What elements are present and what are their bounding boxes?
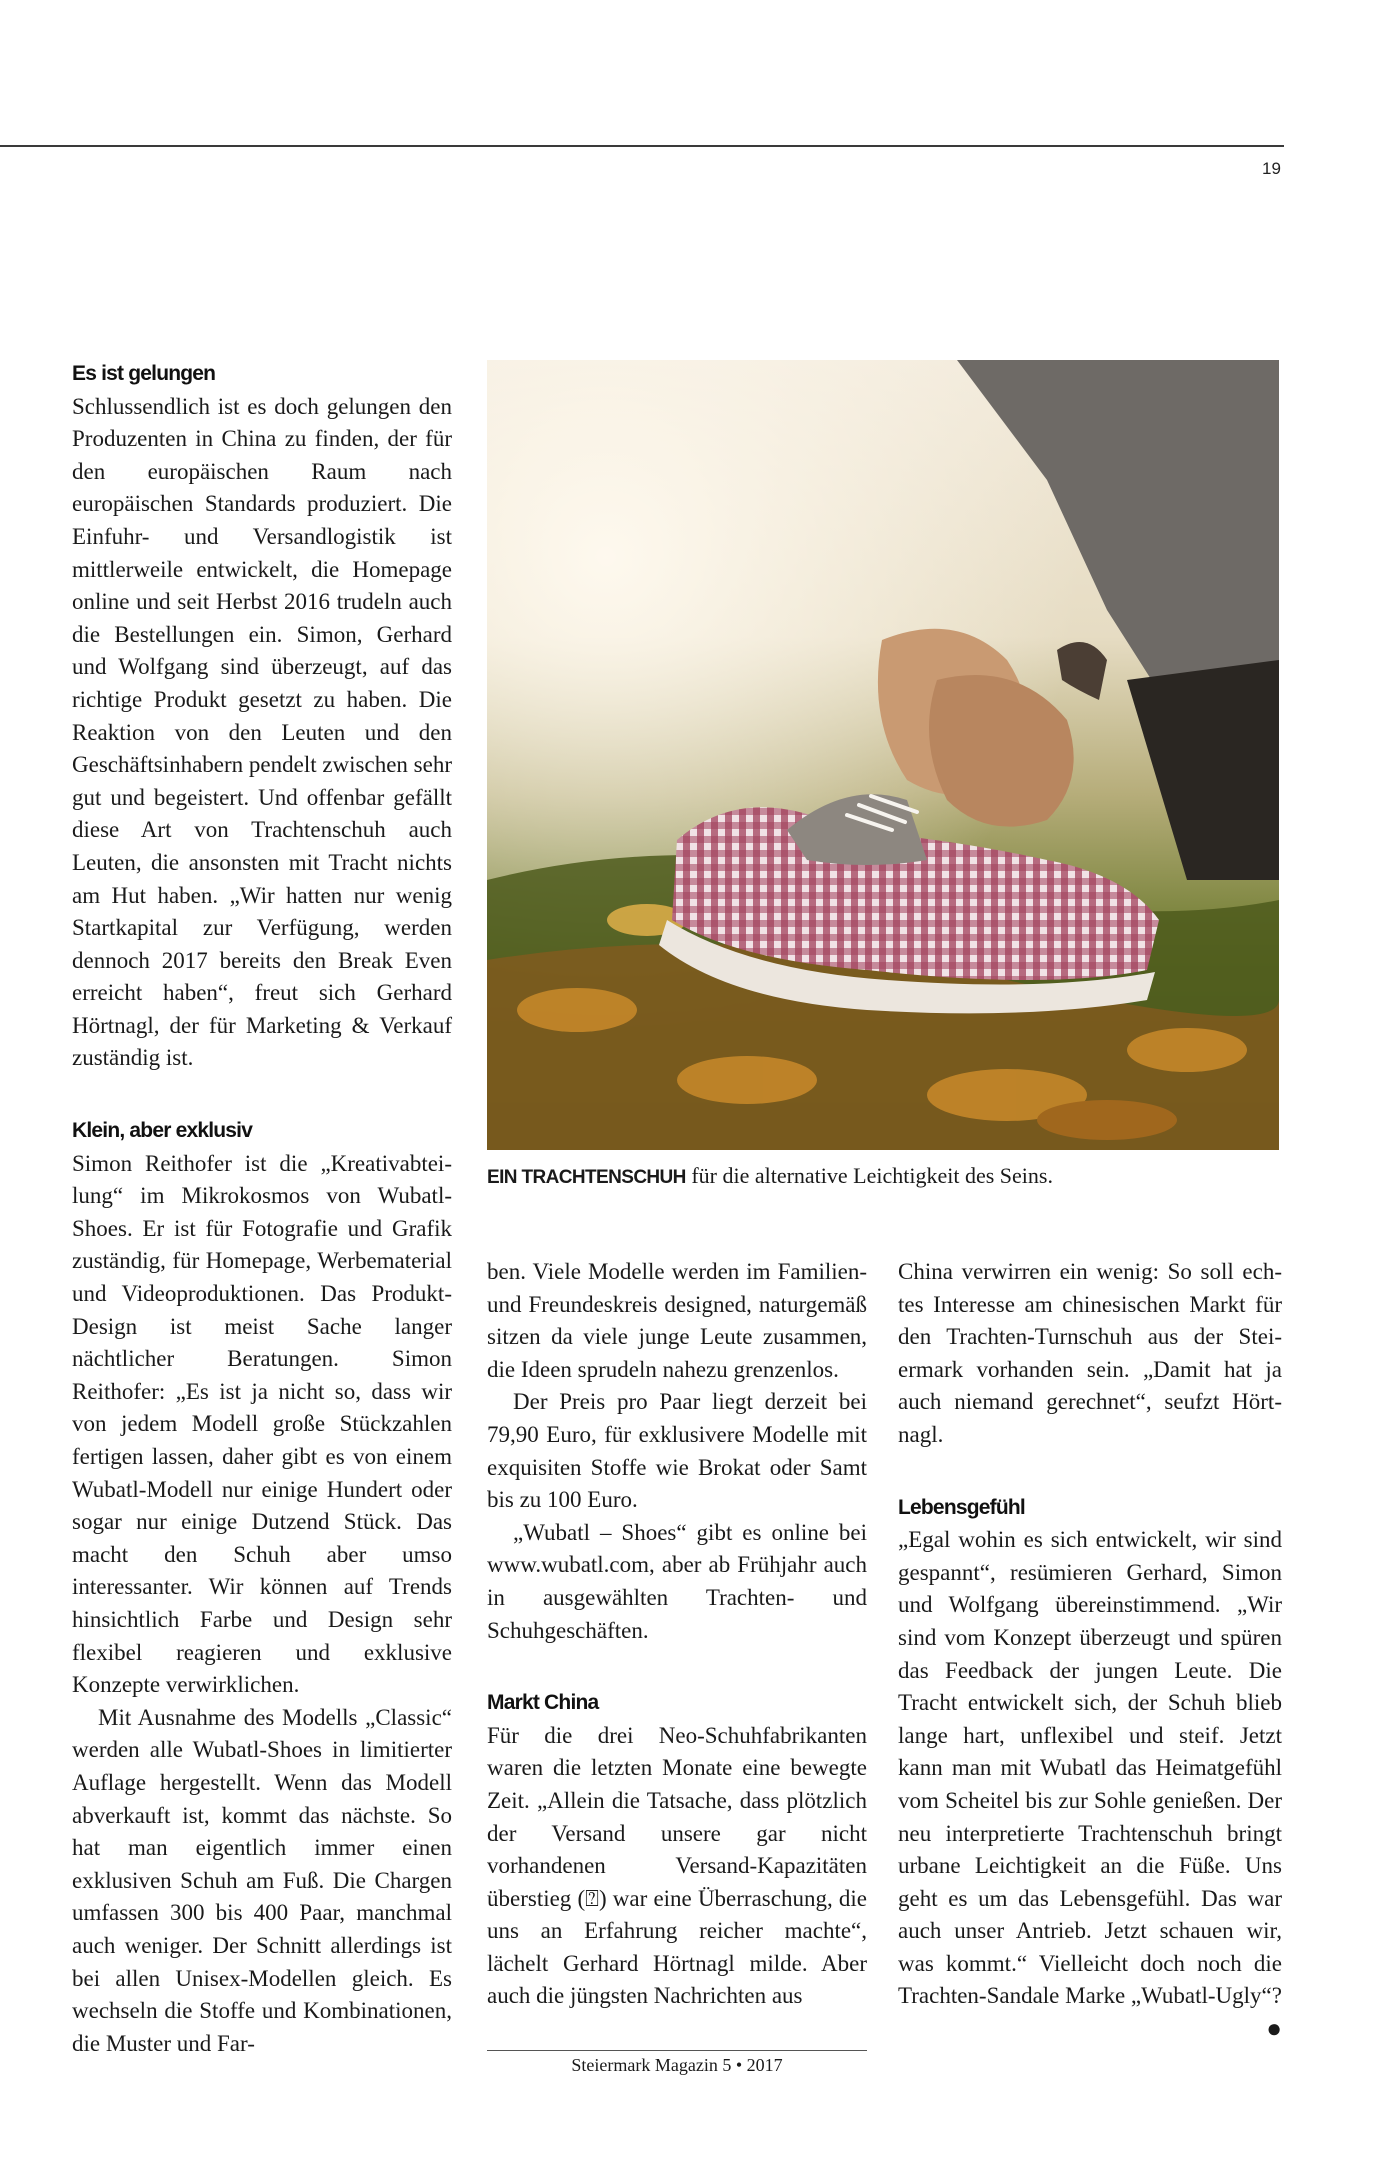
paragraph	[898, 1524, 1282, 2044]
paragraph: Simon Reithofer ist die „Kreativabteilung“ im Mikrokosmos von Wubatl-Shoes. Er ist für Fotografie und Grafik zuständig, für Homepage, Werbematerial und Videoproduktionen. Das Produkt-Design ist meist Sache langer nächtlicher Beratungen. Simon Reithofer: „Es ist ja nicht so, dass wir von jedem Modell große Stückzahlen fertigen lassen, daher gibt es von einem Wubatl-Modell nur einige Hundert oder sogar nur einige Dutzend Stück. Das macht den Schuh aber umso interessanter. Wir können auf Trends hinsichtlich Farbe und Design sehr flexibel reagieren und exklusive Konzepte verwirklichen.	[72, 1150, 452, 1698]
paragraph: Für die drei Neo-Schuhfabrikanten waren die letzten Monate eine bewegte Zeit. „Allein die Tatsache, dass plötzlich der Versand unsere gar nicht vorhandenen Versand-Kapazitäten überstieg (⍰) war eine Überraschung, die uns an Erfahrung reicher machte“, lächelt Gerhard Hörtnagl milde. Aber auch die jüngsten Nachrichten aus	[487, 1722, 867, 2009]
header-rule	[0, 145, 1284, 147]
paragraph-text: „Egal wohin es sich entwickelt, wir sind gespannt“, resümieren Gerhard, Simon und Wolfgang übereinstimmend. „Wir sind vom Konzept überzeugt und spüren das Feedback der jungen Leute. Die Tracht entwickelt sich, der Schuh blieb lange hart, unflexibel und steif. Jetzt kann man mit Wubatl das Heimatgefühl vom Scheitel bis zur Sohle genießen. Der neu interpretierte Trachtenschuh bringt urbane Leichtigkeit an die Füße. Uns geht es um das Lebensgefühl. Das war auch unser Antrieb. Jetzt schauen wir, was kommt.“ Vielleicht doch noch die Trachten-Sandale Marke „Wubatl-Ugly“?	[898, 1527, 1282, 2009]
article-column-1	[72, 358, 452, 2060]
subheading-markt-china: Markt China	[487, 1691, 599, 1715]
article-column-2	[487, 1256, 867, 2013]
photo-caption	[487, 1162, 1279, 1192]
shoe-photo	[487, 360, 1279, 1150]
paragraph: Mit Ausnahme des Modells „Classic“ werden alle Wubatl-Shoes in limitierter Auflage hergestellt. Wenn das Modell abverkauft ist, kommt das nächste. So hat man eigentlich immer einen exklusiven Schuh am Fuß. Die Chargen umfassen 300 bis 400 Paar, manchmal auch weniger. Der Schnitt allerdings ist bei allen Unisex-Modellen gleich. Es wechseln die Stoffe und Kombinationen, die Muster und Far-	[72, 1704, 452, 2056]
subheading-klein-aber-exklusiv: Klein, aber exklusiv	[72, 1119, 253, 1143]
article-column-3	[898, 1256, 1282, 2045]
paragraph: Schlussendlich ist es doch gelungen den Produzenten in China zu finden, der für den europäischen Raum nach europäischen Standards produziert. Die Einfuhr- und Versandlogistik ist mittlerweile entwickelt, die Homepage online und seit Herbst 2016 trudeln auch die Bestellungen ein. Simon, Gerhard und Wolfgang sind überzeugt, auf das richtige Produkt gesetzt zu haben. Die Reaktion von den Leuten und den Geschäftsinhabern pendelt zwischen sehr gut und begeistert. Und offenbar gefällt diese Art von Trachtenschuh auch Leuten, die ansonsten mit Tracht nichts am Hut haben. „Wir hatten nur wenig Startkapital zur Verfügung, werden dennoch 2017 bereits den Break Even erreicht haben“, freut sich Gerhard Hörtnagl, der für Marketing & Verkauf zuständig ist.	[72, 393, 452, 1071]
subheading-es-ist-gelungen: Es ist gelungen	[72, 362, 216, 385]
caption-text: für die alternative Leichtigkeit des Seins.	[685, 1163, 1053, 1188]
subheading-lebensgefuehl: Lebensgefühl	[898, 1495, 1025, 1519]
paragraph: „Wubatl – Shoes“ gibt es online bei www.wubatl.com, aber ab Frühjahr auch in ausgewählten Trachten- und Schuhgeschäften.	[487, 1519, 867, 1643]
paragraph: Der Preis pro Paar liegt derzeit bei 79,90 Euro, für exklusivere Modelle mit exquisiten Stoffe wie Brokat oder Samt bis zu 100 Euro.	[487, 1389, 867, 1513]
paragraph: China verwirren ein wenig: So soll echtes Interesse am chinesischen Markt für den Trachten-Turnschuh aus der Steiermark vorhanden sein. „Damit hat ja auch niemand gerechnet“, seufzt Hörtnagl.	[898, 1259, 1282, 1447]
end-of-article-mark: ●	[1266, 2014, 1282, 2044]
footer-publication: Steiermark Magazin 5 • 2017	[571, 2055, 783, 2075]
caption-label: EIN TRACHTENSCHUH	[487, 1167, 686, 1188]
footer-rule	[487, 2050, 867, 2051]
page-number: 19	[1262, 159, 1281, 178]
shoe-photo-illustration	[487, 360, 1279, 1150]
paragraph: ben. Viele Modelle werden im Familien- und Freundeskreis designed, naturgemäß sitzen da viele junge Leute zusammen, die Ideen sprudeln nahezu grenzenlos.	[487, 1259, 867, 1382]
